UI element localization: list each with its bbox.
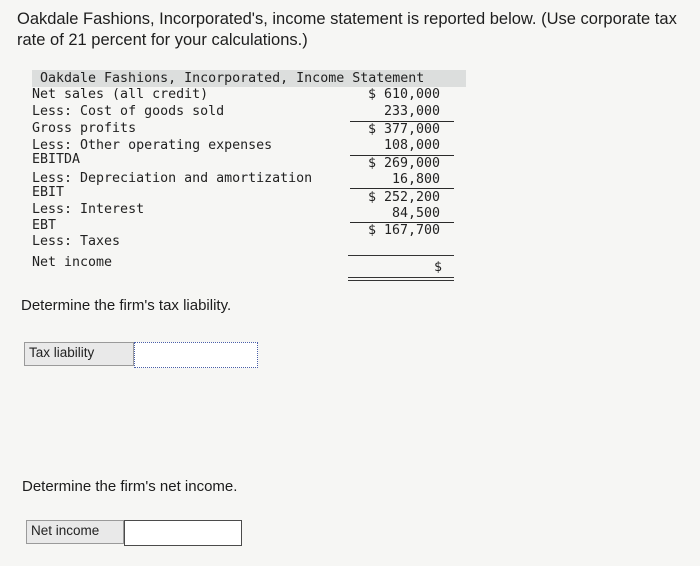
row-label-depreciation: Less: Depreciation and amortization bbox=[32, 171, 313, 186]
net-income-double-underline bbox=[348, 277, 454, 278]
net-income-input[interactable] bbox=[124, 520, 242, 546]
row-label-gross-profits: Gross profits bbox=[32, 121, 137, 136]
row-label-ebit: EBIT bbox=[32, 185, 65, 200]
row-value-ebt: $ 167,700 bbox=[367, 223, 440, 238]
row-label-net-sales: Net sales (all credit) bbox=[32, 87, 209, 102]
row-label-ebitda: EBITDA bbox=[32, 152, 81, 167]
row-label-interest: Less: Interest bbox=[32, 202, 145, 217]
row-label-other-opex: Less: Other operating expenses bbox=[32, 138, 273, 153]
row-value-net-sales: $ 610,000 bbox=[367, 87, 440, 102]
row-value-depreciation: 16,800 bbox=[391, 172, 440, 187]
row-label-net-income: Net income bbox=[32, 255, 113, 270]
row-label-taxes: Less: Taxes bbox=[32, 234, 121, 249]
net-income-double-underline bbox=[348, 280, 454, 281]
taxes-underline bbox=[348, 255, 454, 256]
row-label-ebt: EBT bbox=[32, 218, 57, 233]
row-value-ebit: $ 252,200 bbox=[367, 190, 440, 205]
row-value-ebitda: $ 269,000 bbox=[367, 156, 440, 171]
net-income-currency: $ bbox=[433, 260, 442, 275]
row-label-cogs: Less: Cost of goods sold bbox=[32, 104, 225, 119]
row-value-interest: 84,500 bbox=[391, 206, 440, 221]
net-income-question-prompt: Determine the firm's net income. bbox=[22, 478, 238, 495]
question-intro: Oakdale Fashions, Incorporated's, income statement is reported below. (Use corporate tax rate of 21 percent for your calculations.) bbox=[17, 10, 677, 49]
statement-title: Oakdale Fashions, Incorporated, Income Statement bbox=[32, 70, 466, 87]
income-statement bbox=[32, 70, 462, 286]
net-income-label: Net income bbox=[26, 520, 124, 544]
row-value-cogs: 233,000 bbox=[383, 104, 440, 119]
tax-liability-label: Tax liability bbox=[24, 342, 134, 366]
tax-question-prompt: Determine the firm's tax liability. bbox=[21, 297, 232, 314]
row-value-other-opex: 108,000 bbox=[383, 138, 440, 153]
row-value-gross-profits: $ 377,000 bbox=[367, 122, 440, 137]
tax-liability-input[interactable] bbox=[134, 342, 258, 368]
